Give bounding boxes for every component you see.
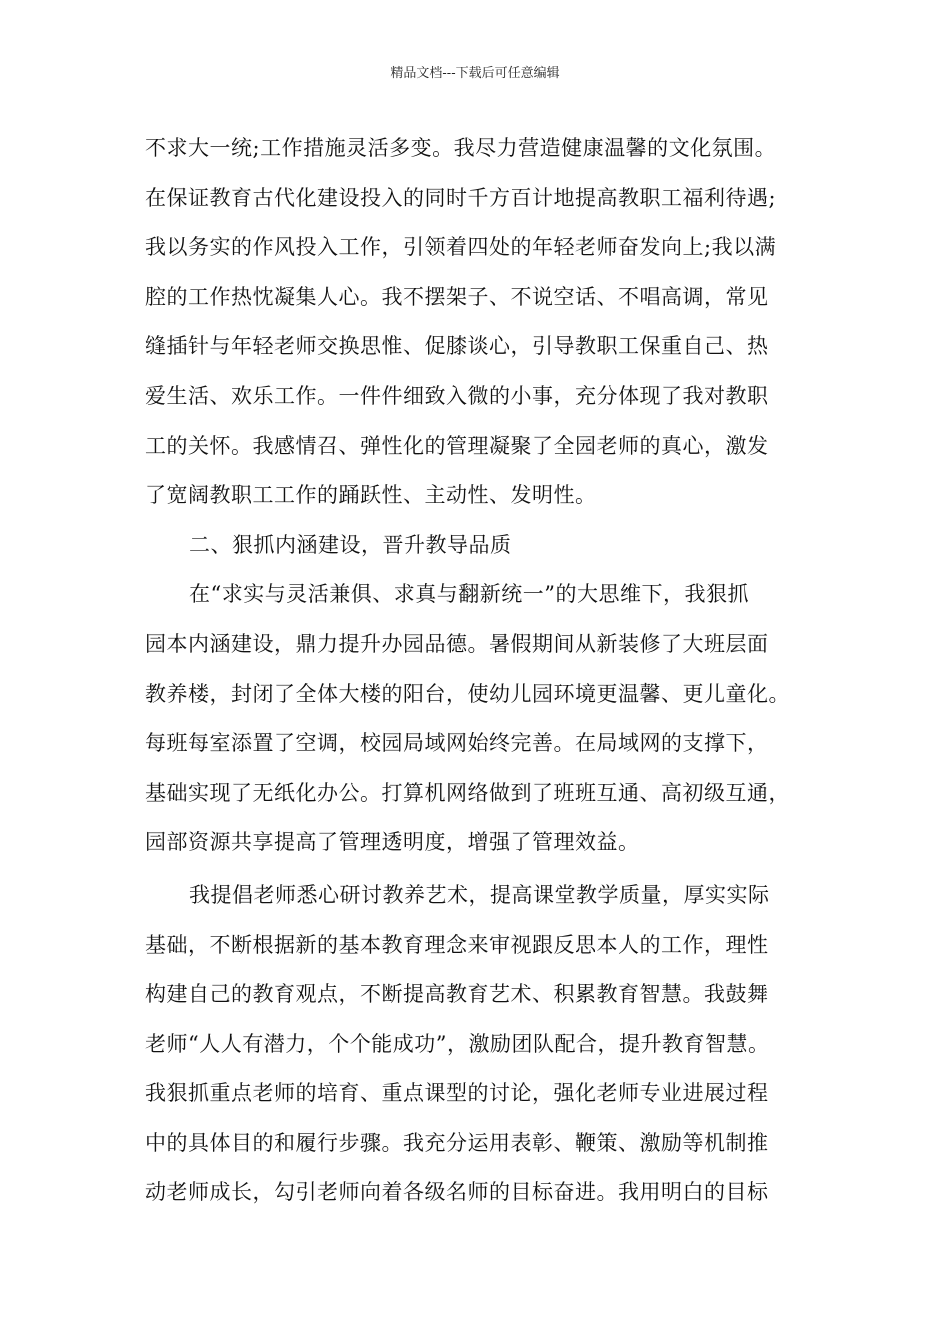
text-line: 老师“人人有潜力，个个能成功”，激励团队配合，提升教育智慧。 <box>145 1031 770 1056</box>
text-line: 爱生活、欢乐工作。一件件细致入微的小事，充分体现了我对教职 <box>145 383 769 408</box>
text-line: 构建自己的教育观点，不断提高教育艺术、积累教育智慧。我鼓舞 <box>145 982 769 1007</box>
text-line: 不求大一统;工作措施灵活多变。我尽力营造健康温馨的文化氛围。 <box>145 136 777 160</box>
text-line: 基础，不断根据新的基本教育理念来审视跟反思本人的工作，理性 <box>145 932 769 957</box>
text-line: 我提倡老师悉心研讨教养艺术，提高课堂教学质量，厚实实际 <box>189 882 770 907</box>
text-line: 在保证教育古代化建设投入的同时千方百计地提高教职工福利待遇; <box>145 185 777 210</box>
document-body <box>145 128 825 1222</box>
text-line: 腔的工作热忱凝集人心。我不摆架子、不说空话、不唱高调，常见 <box>145 284 769 309</box>
text-line: 缝插针与年轻老师交换思惟、促膝谈心，引导教职工保重自己、热 <box>145 334 769 359</box>
text-line: 每班每室添置了空调，校园局域网始终完善。在局域网的支撑下， <box>145 731 769 756</box>
text-line: 在“求实与灵活兼俱、求真与翻新统一”的大思维下，我狠抓 <box>189 582 749 607</box>
text-line: 园部资源共享提高了管理透明度，增强了管理效益。 <box>145 830 640 855</box>
text-line: 了宽阔教职工工作的踊跃性、主动性、发明性。 <box>145 483 597 508</box>
page-header: 精品文档---下载后可任意编辑 <box>390 66 560 81</box>
text-line: 工的关怀。我感情召、弹性化的管理凝聚了全园老师的真心，激发 <box>145 433 769 458</box>
text-line: 动老师成长，勾引老师向着各级名师的目标奋进。我用明白的目标 <box>145 1180 769 1205</box>
text-line: 中的具体目的和履行步骤。我充分运用表彰、鞭策、激励等机制推 <box>145 1130 769 1155</box>
text-line: 我以务实的作风投入工作，引领着四处的年轻老师奋发向上;我以满 <box>145 235 777 260</box>
text-line: 基础实现了无纸化办公。打算机网络做到了班班互通、高初级互通， <box>145 780 790 805</box>
section-heading: 二、狠抓内涵建设，晋升教导品质 <box>189 532 512 557</box>
text-line: 教养楼，封闭了全体大楼的阳台，使幼儿园环境更温馨、更儿童化。 <box>145 681 790 706</box>
text-line: 园本内涵建设，鼎力提升办园品德。暑假期间从新装修了大班层面 <box>145 631 769 656</box>
text-line: 我狠抓重点老师的培育、重点课型的讨论，强化老师专业进展过程 <box>145 1081 769 1106</box>
